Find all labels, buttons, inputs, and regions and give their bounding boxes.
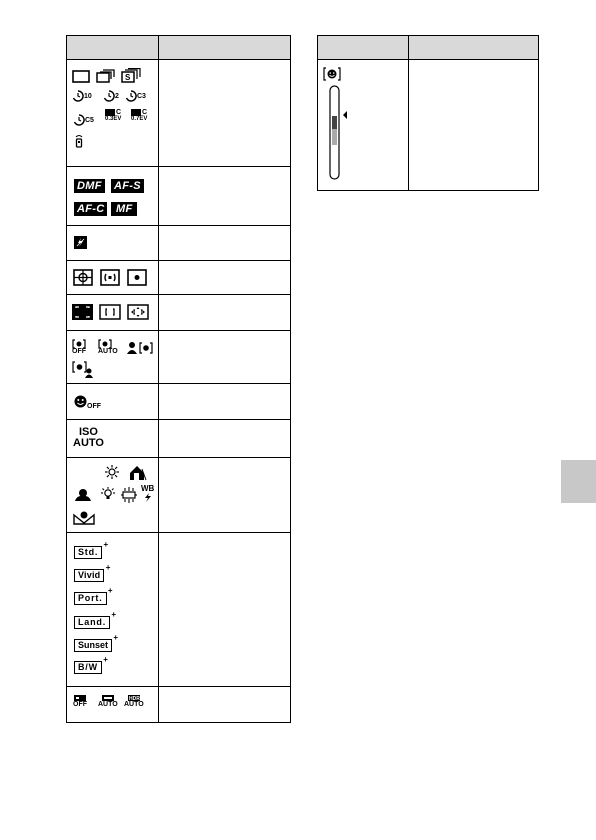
creative-style-bw-icon: B/W + <box>74 661 102 674</box>
creative-style-standard-icon: Std. + <box>74 546 102 559</box>
left-header-display <box>67 36 159 60</box>
iso-auto-icon <box>73 427 104 449</box>
metering-description <box>159 261 291 295</box>
dro-off-icon <box>73 695 87 708</box>
creative-style-description <box>159 533 291 687</box>
creative-style-portrait-icon: Port. + <box>74 592 107 605</box>
face-detection-off-icon <box>72 339 86 355</box>
smile-shutter-icon-cell <box>67 384 159 420</box>
wb-cloudy-icon <box>74 488 92 502</box>
smile-detection-icon <box>323 67 341 81</box>
wb-custom-icon <box>73 511 95 525</box>
af-area-wide-icon <box>72 304 93 320</box>
wb-flash-label: WB <box>141 484 155 493</box>
remote-commander-icon <box>75 134 83 148</box>
iso-icon-cell <box>67 420 159 458</box>
white-balance-icons-cell <box>67 458 159 533</box>
dro-auto-icon <box>98 695 118 708</box>
drive-mode-icons-cell <box>67 60 159 167</box>
face-registered-on-icon <box>126 340 154 356</box>
focus-afs-icon: AF-S <box>111 179 144 193</box>
self-timer-c3-label: C3 <box>137 92 146 100</box>
creative-style-vivid-label: Vivid <box>74 569 104 582</box>
dro-off-label: OFF <box>73 701 87 708</box>
section-side-tab <box>561 460 596 503</box>
self-timer-c5-label: C5 <box>85 116 94 124</box>
creative-style-sunset-icon: Sunset + <box>74 639 112 652</box>
single-shot-icon <box>72 70 90 83</box>
right-header-display <box>318 36 409 60</box>
creative-style-vivid-icon: Vivid + <box>74 569 104 582</box>
flash-compensation-icon <box>74 236 87 249</box>
self-timer-10-label: 10 <box>84 92 92 100</box>
creative-style-icons-cell <box>67 533 159 687</box>
af-area-description <box>159 295 291 331</box>
smile-detection-cell <box>318 60 409 191</box>
metering-spot-icon <box>127 269 147 286</box>
flash-comp-description <box>159 226 291 261</box>
self-timer-c3-icon <box>125 90 146 102</box>
bracket-c-07ev-icon <box>131 109 147 122</box>
svg-text:HDR: HDR <box>128 696 140 701</box>
bracket-c-03ev-icon <box>105 109 121 122</box>
smile-shutter-off-label: OFF <box>87 403 101 410</box>
bracket-c-07ev-mode: C <box>142 109 148 116</box>
face-detection-icons-cell <box>67 331 159 384</box>
creative-style-sunset-label: Sunset <box>74 639 112 652</box>
smile-detection-description <box>409 60 539 191</box>
right-header-indication <box>409 36 539 60</box>
flash-comp-icon-cell <box>67 226 159 261</box>
af-area-flexible-spot-icon <box>127 304 149 320</box>
bracket-c-03ev-mode: C <box>116 109 122 116</box>
iso-description <box>159 420 291 458</box>
self-timer-c5-icon <box>73 114 94 126</box>
continuous-shooting-icon <box>96 69 116 84</box>
hdr-auto-icon <box>124 695 144 708</box>
metering-multi-icon <box>73 269 93 286</box>
focus-mf-icon: MF <box>111 202 137 216</box>
hdr-auto-label: AUTO <box>124 701 144 708</box>
metering-center-icon <box>100 269 120 286</box>
face-detection-auto-label: AUTO <box>98 348 118 355</box>
wb-daylight-icon <box>105 465 119 479</box>
creative-style-landscape-icon: Land. + <box>74 616 110 629</box>
indicator-table-right <box>317 35 539 191</box>
creative-style-portrait-label: Port. <box>74 592 107 605</box>
bracket-c-07ev-label: 0.7EV <box>131 116 148 122</box>
af-area-icons-cell <box>67 295 159 331</box>
smile-shutter-description <box>159 384 291 420</box>
dro-icons-cell <box>67 687 159 723</box>
indicator-table-left <box>66 35 291 723</box>
left-header-indication <box>159 36 291 60</box>
face-detection-off-label: OFF <box>72 348 86 355</box>
creative-style-landscape-label: Land. <box>74 616 110 629</box>
smile-shutter-off-icon <box>74 393 101 410</box>
single-bracket-icon <box>121 68 141 84</box>
iso-label: ISO <box>79 426 98 438</box>
smile-sensitivity-indicator <box>327 85 351 181</box>
creative-style-standard-label: Std. <box>74 546 102 559</box>
focus-mode-icons-cell <box>67 167 159 226</box>
focus-mode-description <box>159 167 291 226</box>
drive-mode-description <box>159 60 291 167</box>
af-area-center-icon <box>99 304 121 320</box>
wb-incandescent-icon <box>100 487 116 503</box>
self-timer-2-label: 2 <box>115 92 119 100</box>
bracket-c-03ev-label: 0.3EV <box>105 116 122 122</box>
wb-fluorescent-icon <box>121 487 137 503</box>
svg-text:S: S <box>125 73 131 82</box>
metering-icons-cell <box>67 261 159 295</box>
face-detection-description <box>159 331 291 384</box>
creative-style-bw-label: B/W <box>74 661 102 674</box>
dro-description <box>159 687 291 723</box>
iso-auto-label: AUTO <box>73 437 104 449</box>
self-timer-2-icon <box>103 90 119 102</box>
face-detection-auto-icon <box>98 339 118 355</box>
face-registered-priority-icon <box>72 361 94 379</box>
self-timer-10-icon <box>72 90 92 102</box>
focus-afc-icon: AF-C <box>74 202 107 216</box>
wb-flash-icon <box>141 485 154 502</box>
dro-auto-label: AUTO <box>98 701 118 708</box>
focus-dmf-icon: DMF <box>74 179 105 193</box>
wb-shade-icon <box>129 465 147 481</box>
white-balance-description <box>159 458 291 533</box>
